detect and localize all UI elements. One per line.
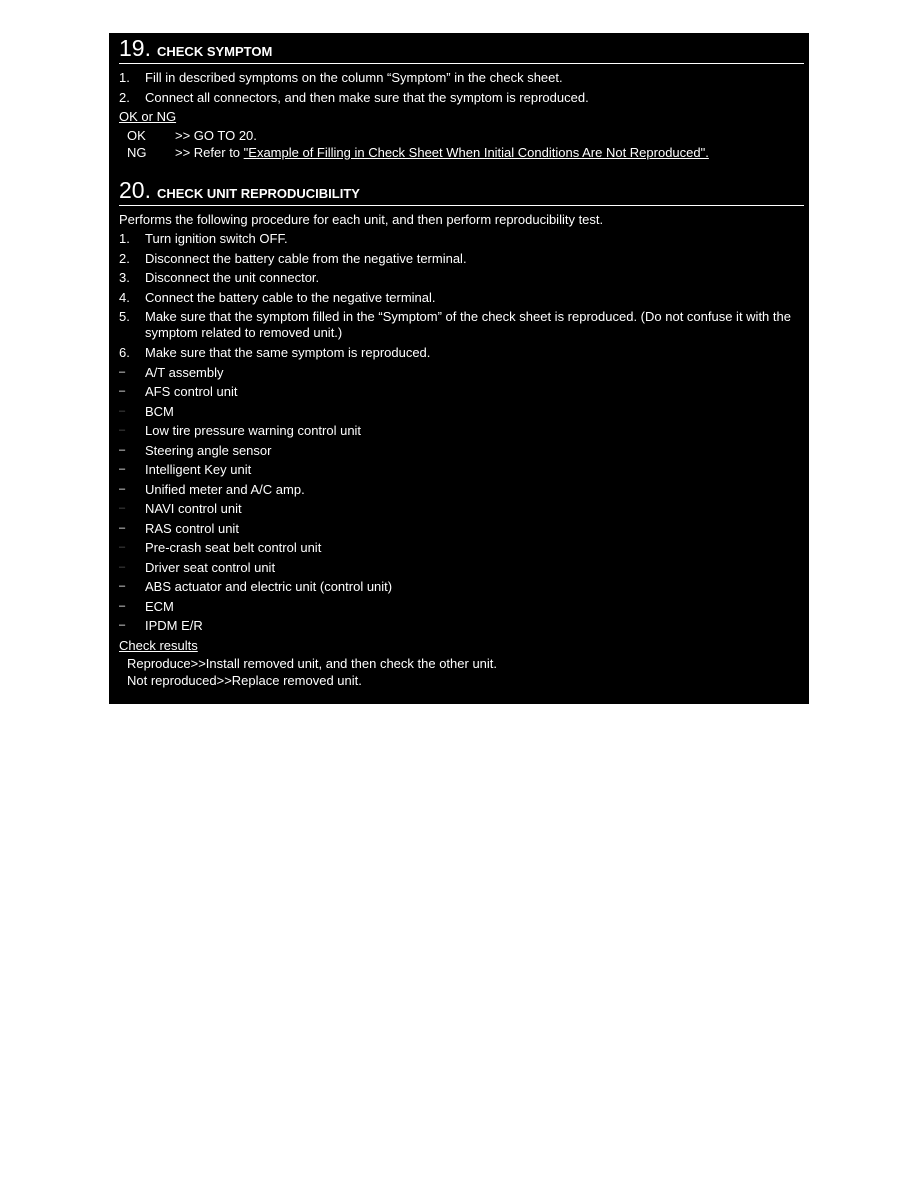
step-item xyxy=(119,68,804,88)
unit-list-item xyxy=(119,558,804,578)
unit-list-item xyxy=(119,441,804,461)
unit-list-item xyxy=(119,382,804,402)
check-results-heading: Check results xyxy=(119,637,198,653)
section-19-header xyxy=(119,33,804,63)
bullet-dash: – xyxy=(119,443,126,456)
step-number: 1. xyxy=(119,70,130,85)
bullet-dash: – xyxy=(119,385,126,397)
bullet-dash: – xyxy=(119,502,126,514)
step-number: 3. xyxy=(119,270,130,285)
result-row-ng xyxy=(119,144,804,161)
unit-name: A/T assembly xyxy=(145,364,224,380)
check-result-reproduce: Reproduce>>Install removed unit, and then check the other unit. xyxy=(127,656,498,671)
unit-name: ABS actuator and electric unit (control unit) xyxy=(145,579,393,594)
section-20-header xyxy=(119,175,804,205)
step-number: 4. xyxy=(119,289,130,305)
bullet-dash: – xyxy=(119,560,126,573)
bullet-dash: – xyxy=(119,521,126,534)
unit-name: Driver seat control unit xyxy=(145,559,276,575)
section-20-intro: Performs the following procedure for each unit, and then perform reproducibility test. xyxy=(119,211,604,227)
check-sheet-example-link[interactable]: "Example of Filling in Check Sheet When Initial Conditions Are Not Reproduced". xyxy=(243,144,709,160)
bullet-dash: – xyxy=(119,541,126,553)
step-item xyxy=(119,229,804,249)
unit-name: ECM xyxy=(145,598,174,614)
step-text: Make sure that the symptom filled in the “Symptom” of the check sheet is reproduced. (Do not confuse it with the symptom related to removed unit.) xyxy=(145,309,791,340)
bullet-dash: – xyxy=(119,463,126,475)
unit-list xyxy=(119,363,804,636)
step-item xyxy=(119,268,804,288)
result-row-ok xyxy=(119,127,804,144)
section-spacer xyxy=(119,161,804,175)
step-item xyxy=(119,249,804,269)
step-item xyxy=(119,288,804,308)
unit-list-item xyxy=(119,363,804,383)
ok-ng-heading: OK or NG xyxy=(119,109,177,124)
step-number: 1. xyxy=(119,231,130,246)
step-text: Disconnect the unit connector. xyxy=(145,270,320,285)
section-20-title: CHECK UNIT REPRODUCIBILITY xyxy=(156,185,360,201)
section-20-number: 20. xyxy=(119,176,151,203)
result-action: >> GO TO 20. xyxy=(175,127,257,143)
unit-list-item xyxy=(119,519,804,539)
step-item xyxy=(119,88,804,108)
step-text: Connect the battery cable to the negative terminal. xyxy=(145,289,436,305)
unit-name: Low tire pressure warning control unit xyxy=(145,423,362,438)
unit-name: Pre-crash seat belt control unit xyxy=(145,540,322,555)
step-text: Fill in described symptoms on the column “Symptom” in the check sheet. xyxy=(145,70,563,85)
unit-name: RAS control unit xyxy=(145,520,239,536)
step-text: Connect all connectors, and then make sure that the symptom is reproduced. xyxy=(145,89,589,105)
bullet-dash: – xyxy=(119,599,126,612)
unit-list-item xyxy=(119,499,804,519)
step-text: Turn ignition switch OFF. xyxy=(145,231,288,246)
unit-name: Unified meter and A/C amp. xyxy=(145,481,305,497)
unit-list-item xyxy=(119,402,804,422)
step-number: 2. xyxy=(119,250,130,266)
unit-list-item xyxy=(119,538,804,558)
step-item xyxy=(119,343,804,363)
unit-name: NAVI control unit xyxy=(145,501,242,516)
bullet-dash: – xyxy=(119,580,126,592)
unit-name: IPDM E/R xyxy=(145,618,203,633)
bullet-dash: – xyxy=(119,424,126,436)
unit-list-item xyxy=(119,480,804,500)
step-number: 2. xyxy=(119,89,130,105)
bullet-dash: – xyxy=(119,482,126,495)
procedure-panel xyxy=(109,33,809,704)
unit-name: Steering angle sensor xyxy=(145,442,272,458)
unit-list-item xyxy=(119,597,804,617)
result-key: OK xyxy=(127,127,146,143)
step-text: Disconnect the battery cable from the negative terminal. xyxy=(145,250,467,266)
step-number: 5. xyxy=(119,309,130,324)
unit-name: AFS control unit xyxy=(145,384,238,399)
result-action: >> Refer to xyxy=(175,144,244,160)
bullet-dash: – xyxy=(119,619,126,631)
unit-list-item xyxy=(119,460,804,480)
unit-list-item xyxy=(119,616,804,636)
section-19-title: CHECK SYMPTOM xyxy=(156,44,273,59)
unit-list-item xyxy=(119,421,804,441)
step-item xyxy=(119,307,804,343)
bullet-dash: – xyxy=(119,404,126,417)
unit-list-item xyxy=(119,577,804,597)
bullet-dash: – xyxy=(119,365,126,378)
unit-name: BCM xyxy=(145,403,174,419)
check-result-not-reproduced: Not reproduced>>Replace removed unit. xyxy=(127,673,362,688)
section-19-number: 19. xyxy=(119,35,151,61)
unit-name: Intelligent Key unit xyxy=(145,462,252,477)
step-number: 6. xyxy=(119,345,130,360)
result-key: NG xyxy=(127,144,147,160)
step-text: Make sure that the same symptom is reproduced. xyxy=(145,345,431,360)
